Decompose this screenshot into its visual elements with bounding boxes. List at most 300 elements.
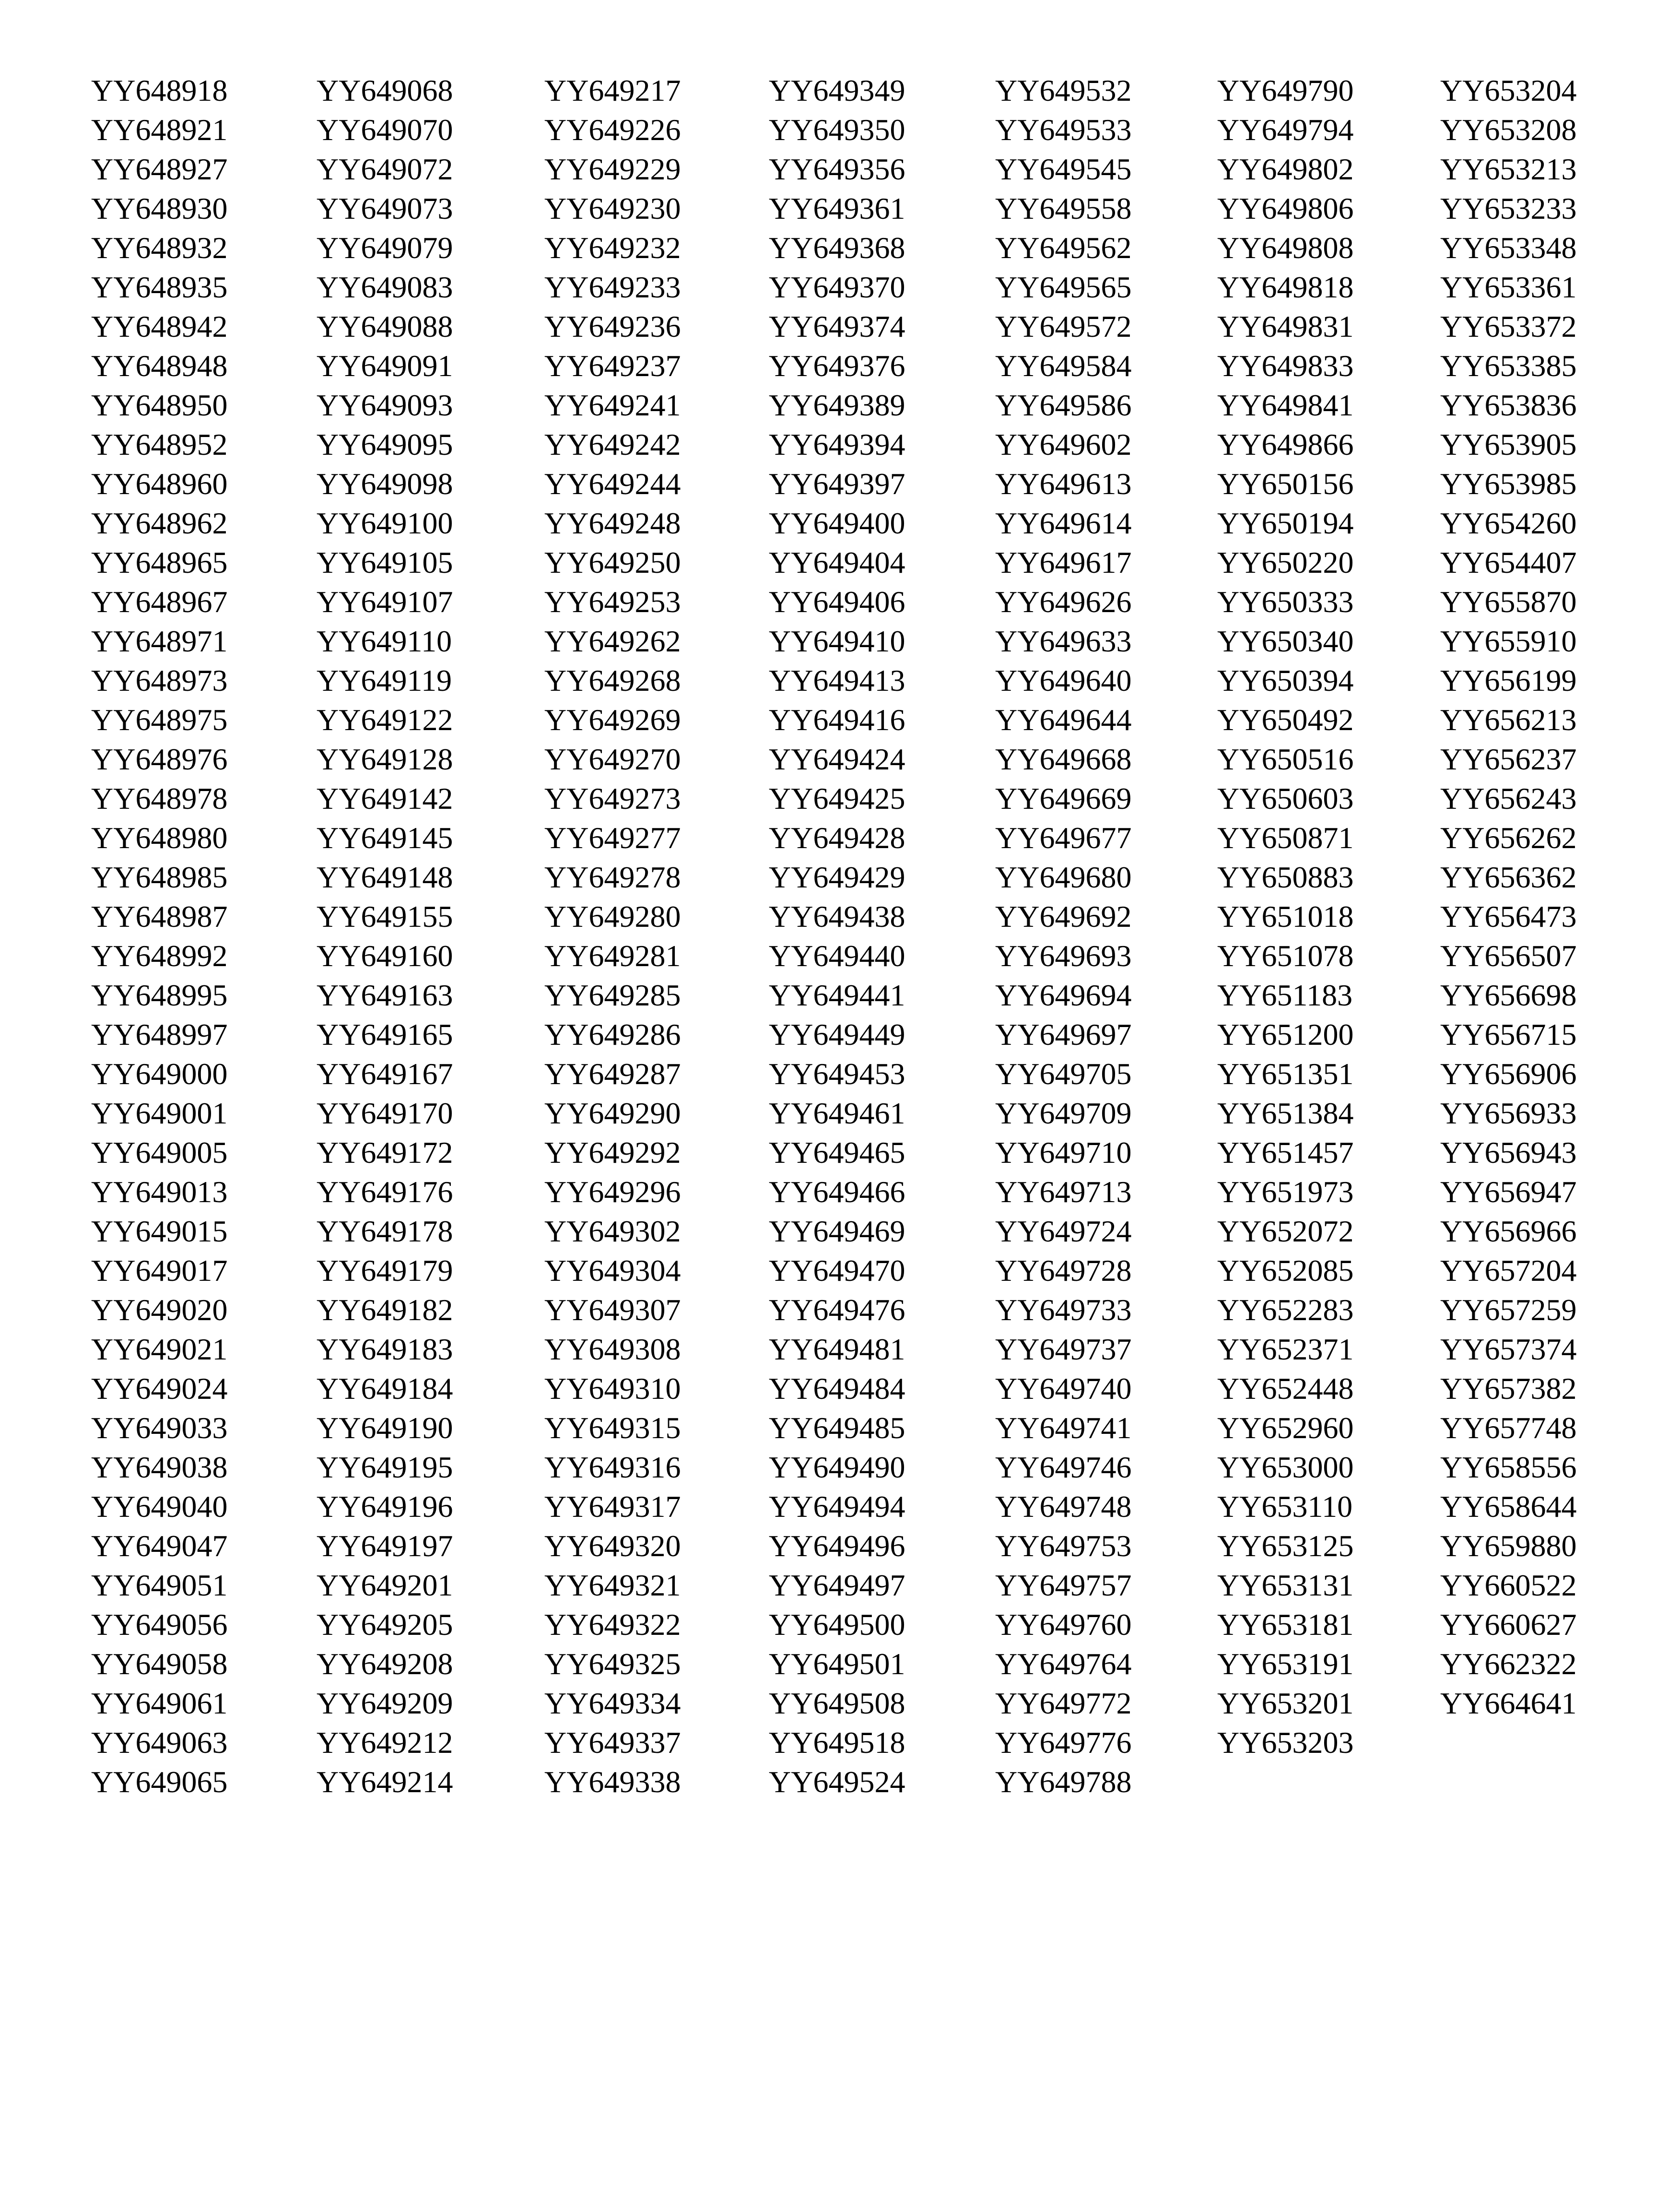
id-column-4 <box>769 71 980 1802</box>
list-item: YY654407 <box>1440 545 1577 579</box>
list-item: YY648921 <box>91 113 228 147</box>
list-item: YY649322 <box>544 1607 681 1642</box>
list-item: YY649518 <box>769 1725 905 1760</box>
list-item: YY649017 <box>91 1253 228 1288</box>
list-item: YY656199 <box>1440 663 1577 697</box>
list-item: YY649278 <box>544 860 681 894</box>
list-item: YY653125 <box>1217 1529 1354 1563</box>
list-item: YY649302 <box>544 1214 681 1248</box>
list-item: YY652085 <box>1217 1253 1354 1288</box>
list-item: YY649677 <box>995 821 1132 855</box>
list-item: YY664641 <box>1440 1686 1577 1720</box>
list-item: YY649470 <box>769 1253 905 1288</box>
list-item: YY656237 <box>1440 742 1577 776</box>
list-item: YY649833 <box>1217 349 1354 383</box>
list-item: YY648967 <box>91 585 228 619</box>
list-item: YY649693 <box>995 939 1132 973</box>
list-item: YY649374 <box>769 309 905 343</box>
list-item: YY649532 <box>995 73 1132 107</box>
list-item: YY649466 <box>769 1175 905 1209</box>
list-item: YY657204 <box>1440 1253 1577 1288</box>
id-column-2 <box>317 71 528 1802</box>
list-item: YY649148 <box>317 860 453 894</box>
list-item: YY651457 <box>1217 1135 1354 1170</box>
list-item: YY649070 <box>317 113 453 147</box>
list-item: YY653385 <box>1440 349 1577 383</box>
list-item: YY649317 <box>544 1489 681 1524</box>
list-item: YY649545 <box>995 152 1132 186</box>
list-item: YY649709 <box>995 1096 1132 1130</box>
list-item: YY649410 <box>769 624 905 658</box>
list-item: YY653836 <box>1440 388 1577 422</box>
list-item: YY649051 <box>91 1568 228 1602</box>
list-item: YY649214 <box>317 1765 453 1799</box>
list-item: YY649334 <box>544 1686 681 1720</box>
list-item: YY649368 <box>769 231 905 265</box>
list-item: YY649753 <box>995 1529 1132 1563</box>
list-item: YY649338 <box>544 1765 681 1799</box>
list-item: YY651351 <box>1217 1057 1354 1091</box>
list-item: YY657374 <box>1440 1332 1577 1366</box>
list-item: YY649741 <box>995 1411 1132 1445</box>
list-item: YY649501 <box>769 1647 905 1681</box>
list-item: YY649095 <box>317 427 453 461</box>
list-item: YY648950 <box>91 388 228 422</box>
list-item: YY649316 <box>544 1450 681 1484</box>
list-item: YY652371 <box>1217 1332 1354 1366</box>
list-item: YY649776 <box>995 1725 1132 1760</box>
list-item: YY656715 <box>1440 1017 1577 1052</box>
list-item: YY649350 <box>769 113 905 147</box>
list-item: YY649644 <box>995 703 1132 737</box>
list-item: YY649020 <box>91 1293 228 1327</box>
list-item: YY649669 <box>995 781 1132 815</box>
list-item: YY656906 <box>1440 1057 1577 1091</box>
list-item: YY649196 <box>317 1489 453 1524</box>
list-item: YY652960 <box>1217 1411 1354 1445</box>
list-item: YY649802 <box>1217 152 1354 186</box>
list-item: YY649586 <box>995 388 1132 422</box>
list-item: YY653131 <box>1217 1568 1354 1602</box>
list-item: YY660627 <box>1440 1607 1577 1642</box>
list-item: YY649236 <box>544 309 681 343</box>
list-item: YY652283 <box>1217 1293 1354 1327</box>
list-item: YY649061 <box>91 1686 228 1720</box>
list-item: YY656933 <box>1440 1096 1577 1130</box>
list-item: YY656473 <box>1440 899 1577 934</box>
list-item: YY649490 <box>769 1450 905 1484</box>
list-item: YY649397 <box>769 467 905 501</box>
list-item: YY649190 <box>317 1411 453 1445</box>
list-item: YY657382 <box>1440 1371 1577 1406</box>
list-item: YY649286 <box>544 1017 681 1052</box>
list-item: YY648971 <box>91 624 228 658</box>
list-item: YY649406 <box>769 585 905 619</box>
list-item: YY652448 <box>1217 1371 1354 1406</box>
list-item: YY649760 <box>995 1607 1132 1642</box>
list-item: YY649404 <box>769 545 905 579</box>
list-item: YY651200 <box>1217 1017 1354 1052</box>
list-item: YY648976 <box>91 742 228 776</box>
list-item: YY653233 <box>1440 191 1577 225</box>
list-item: YY648935 <box>91 270 228 304</box>
list-item: YY649033 <box>91 1411 228 1445</box>
list-item: YY649268 <box>544 663 681 697</box>
list-item: YY649697 <box>995 1017 1132 1052</box>
list-item: YY649068 <box>317 73 453 107</box>
list-item: YY649748 <box>995 1489 1132 1524</box>
list-item: YY649229 <box>544 152 681 186</box>
list-item: YY648942 <box>91 309 228 343</box>
list-item: YY649072 <box>317 152 453 186</box>
list-item: YY649668 <box>995 742 1132 776</box>
list-item: YY649484 <box>769 1371 905 1406</box>
list-item: YY649088 <box>317 309 453 343</box>
list-item: YY649562 <box>995 231 1132 265</box>
list-item: YY650220 <box>1217 545 1354 579</box>
id-column-6 <box>1217 71 1428 1762</box>
list-item: YY649617 <box>995 545 1132 579</box>
list-item: YY656243 <box>1440 781 1577 815</box>
list-item: YY653204 <box>1440 73 1577 107</box>
list-item: YY648952 <box>91 427 228 461</box>
list-item: YY649494 <box>769 1489 905 1524</box>
list-item: YY649428 <box>769 821 905 855</box>
list-item: YY650871 <box>1217 821 1354 855</box>
list-item: YY649469 <box>769 1214 905 1248</box>
list-item: YY648932 <box>91 231 228 265</box>
list-item: YY649337 <box>544 1725 681 1760</box>
list-item: YY649441 <box>769 978 905 1012</box>
list-item: YY649205 <box>317 1607 453 1642</box>
list-item: YY656213 <box>1440 703 1577 737</box>
list-item: YY653110 <box>1217 1489 1353 1524</box>
list-item: YY649217 <box>544 73 681 107</box>
list-item: YY649065 <box>91 1765 228 1799</box>
list-item: YY649273 <box>544 781 681 815</box>
list-item: YY653348 <box>1440 231 1577 265</box>
list-item: YY649496 <box>769 1529 905 1563</box>
list-item: YY649400 <box>769 506 905 540</box>
list-item: YY648978 <box>91 781 228 815</box>
list-item: YY649073 <box>317 191 453 225</box>
id-column-1 <box>91 71 302 1802</box>
list-item: YY653985 <box>1440 467 1577 501</box>
list-item: YY653191 <box>1217 1647 1354 1681</box>
list-item: YY650156 <box>1217 467 1354 501</box>
list-item: YY649440 <box>769 939 905 973</box>
list-item: YY649315 <box>544 1411 681 1445</box>
list-item: YY649449 <box>769 1017 905 1052</box>
list-item: YY649292 <box>544 1135 681 1170</box>
list-item: YY649241 <box>544 388 681 422</box>
list-item: YY649429 <box>769 860 905 894</box>
list-item: YY650394 <box>1217 663 1354 697</box>
list-item: YY649461 <box>769 1096 905 1130</box>
list-item: YY649794 <box>1217 113 1354 147</box>
list-item: YY648985 <box>91 860 228 894</box>
list-item: YY651973 <box>1217 1175 1354 1209</box>
list-item: YY649733 <box>995 1293 1132 1327</box>
list-item: YY649250 <box>544 545 681 579</box>
list-item: YY649361 <box>769 191 905 225</box>
list-item: YY649110 <box>317 624 452 658</box>
list-item: YY653000 <box>1217 1450 1354 1484</box>
list-item: YY649195 <box>317 1450 453 1484</box>
list-item: YY649356 <box>769 152 905 186</box>
list-item: YY649281 <box>544 939 681 973</box>
list-item: YY649694 <box>995 978 1132 1012</box>
list-item: YY649307 <box>544 1293 681 1327</box>
list-item: YY649237 <box>544 349 681 383</box>
list-item: YY649160 <box>317 939 453 973</box>
list-item: YY649015 <box>91 1214 228 1248</box>
list-item: YY649000 <box>91 1057 228 1091</box>
list-item: YY649155 <box>317 899 453 934</box>
list-item: YY649208 <box>317 1647 453 1681</box>
list-item: YY652072 <box>1217 1214 1354 1248</box>
list-item: YY649163 <box>317 978 453 1012</box>
list-item: YY656262 <box>1440 821 1577 855</box>
list-item: YY648962 <box>91 506 228 540</box>
list-item: YY649184 <box>317 1371 453 1406</box>
list-item: YY649083 <box>317 270 453 304</box>
list-item: YY649176 <box>317 1175 453 1209</box>
list-item: YY649013 <box>91 1175 228 1209</box>
list-item: YY653213 <box>1440 152 1577 186</box>
list-item: YY649790 <box>1217 73 1354 107</box>
list-item: YY649740 <box>995 1371 1132 1406</box>
list-item: YY649349 <box>769 73 905 107</box>
list-item: YY649705 <box>995 1057 1132 1091</box>
list-item: YY649613 <box>995 467 1132 501</box>
list-item: YY649024 <box>91 1371 228 1406</box>
list-item: YY649269 <box>544 703 681 737</box>
list-item: YY649226 <box>544 113 681 147</box>
list-item: YY649425 <box>769 781 905 815</box>
list-item: YY650340 <box>1217 624 1354 658</box>
list-item: YY653361 <box>1440 270 1577 304</box>
list-item: YY649746 <box>995 1450 1132 1484</box>
list-item: YY658644 <box>1440 1489 1577 1524</box>
list-item: YY649424 <box>769 742 905 776</box>
list-item: YY656507 <box>1440 939 1577 973</box>
list-item: YY649465 <box>769 1135 905 1170</box>
list-item: YY649370 <box>769 270 905 304</box>
list-item: YY649038 <box>91 1450 228 1484</box>
list-item: YY649453 <box>769 1057 905 1091</box>
list-item: YY649376 <box>769 349 905 383</box>
list-item: YY662322 <box>1440 1647 1577 1681</box>
list-item: YY655870 <box>1440 585 1577 619</box>
list-item: YY650516 <box>1217 742 1354 776</box>
list-item: YY649201 <box>317 1568 453 1602</box>
list-item: YY656966 <box>1440 1214 1577 1248</box>
list-item: YY648987 <box>91 899 228 934</box>
list-item: YY649680 <box>995 860 1132 894</box>
list-item: YY648997 <box>91 1017 228 1052</box>
list-item: YY649091 <box>317 349 453 383</box>
list-item: YY649182 <box>317 1293 453 1327</box>
list-item: YY649232 <box>544 231 681 265</box>
list-item: YY648948 <box>91 349 228 383</box>
list-item: YY649602 <box>995 427 1132 461</box>
list-item: YY653372 <box>1440 309 1577 343</box>
list-item: YY649063 <box>91 1725 228 1760</box>
list-item: YY649178 <box>317 1214 453 1248</box>
list-item: YY649056 <box>91 1607 228 1642</box>
list-item: YY649172 <box>317 1135 453 1170</box>
list-item: YY656947 <box>1440 1175 1577 1209</box>
list-item: YY649079 <box>317 231 453 265</box>
list-item: YY649107 <box>317 585 453 619</box>
list-item: YY649497 <box>769 1568 905 1602</box>
list-item: YY649244 <box>544 467 681 501</box>
list-item: YY649093 <box>317 388 453 422</box>
list-item: YY648995 <box>91 978 228 1012</box>
list-item: YY658556 <box>1440 1450 1577 1484</box>
list-item: YY649692 <box>995 899 1132 934</box>
list-item: YY649021 <box>91 1332 228 1366</box>
list-item: YY649262 <box>544 624 681 658</box>
list-item: YY648930 <box>91 191 228 225</box>
list-item: YY653203 <box>1217 1725 1354 1760</box>
list-item: YY649640 <box>995 663 1132 697</box>
list-item: YY649808 <box>1217 231 1354 265</box>
list-item: YY649476 <box>769 1293 905 1327</box>
list-item: YY649290 <box>544 1096 681 1130</box>
list-item: YY648973 <box>91 663 228 697</box>
list-item: YY649310 <box>544 1371 681 1406</box>
list-item: YY648960 <box>91 467 228 501</box>
list-item: YY649728 <box>995 1253 1132 1288</box>
list-item: YY649558 <box>995 191 1132 225</box>
list-item: YY659880 <box>1440 1529 1577 1563</box>
list-item: YY649416 <box>769 703 905 737</box>
list-item: YY649614 <box>995 506 1132 540</box>
list-item: YY649233 <box>544 270 681 304</box>
list-item: YY649710 <box>995 1135 1132 1170</box>
list-item: YY648975 <box>91 703 228 737</box>
list-item: YY653208 <box>1440 113 1577 147</box>
list-item: YY649500 <box>769 1607 905 1642</box>
list-item: YY649757 <box>995 1568 1132 1602</box>
list-item: YY649737 <box>995 1332 1132 1366</box>
id-column-5 <box>995 71 1206 1802</box>
list-item: YY649100 <box>317 506 453 540</box>
list-item: YY649119 <box>317 663 452 697</box>
list-item: YY648927 <box>91 152 228 186</box>
list-item: YY649128 <box>317 742 453 776</box>
list-item: YY649098 <box>317 467 453 501</box>
list-item: YY649304 <box>544 1253 681 1288</box>
list-item: YY649142 <box>317 781 453 815</box>
list-item: YY649485 <box>769 1411 905 1445</box>
list-item: YY649806 <box>1217 191 1354 225</box>
list-item: YY649179 <box>317 1253 453 1288</box>
list-item: YY653181 <box>1217 1607 1354 1642</box>
list-item: YY649270 <box>544 742 681 776</box>
list-item: YY649296 <box>544 1175 681 1209</box>
id-column-7 <box>1440 71 1651 1723</box>
list-item: YY651384 <box>1217 1096 1354 1130</box>
list-item: YY649321 <box>544 1568 681 1602</box>
list-item: YY649005 <box>91 1135 228 1170</box>
list-item: YY655910 <box>1440 624 1577 658</box>
list-item: YY651018 <box>1217 899 1354 934</box>
list-item: YY649212 <box>317 1725 453 1760</box>
list-item: YY653905 <box>1440 427 1577 461</box>
list-item: YY649841 <box>1217 388 1354 422</box>
list-item: YY649308 <box>544 1332 681 1366</box>
list-item: YY650492 <box>1217 703 1354 737</box>
list-item: YY649170 <box>317 1096 453 1130</box>
list-item: YY648965 <box>91 545 228 579</box>
list-item: YY649438 <box>769 899 905 934</box>
list-item: YY649481 <box>769 1332 905 1366</box>
list-item: YY649764 <box>995 1647 1132 1681</box>
list-item: YY651183 <box>1217 978 1353 1012</box>
list-item: YY649248 <box>544 506 681 540</box>
list-item: YY650333 <box>1217 585 1354 619</box>
list-item: YY649165 <box>317 1017 453 1052</box>
list-item: YY654260 <box>1440 506 1577 540</box>
list-item: YY649209 <box>317 1686 453 1720</box>
list-item: YY649533 <box>995 113 1132 147</box>
list-item: YY649788 <box>995 1765 1132 1799</box>
list-item: YY649772 <box>995 1686 1132 1720</box>
list-item: YY649280 <box>544 899 681 934</box>
list-item: YY649524 <box>769 1765 905 1799</box>
list-item: YY649058 <box>91 1647 228 1681</box>
list-item: YY649389 <box>769 388 905 422</box>
list-item: YY657748 <box>1440 1411 1577 1445</box>
list-item: YY649230 <box>544 191 681 225</box>
list-item: YY649287 <box>544 1057 681 1091</box>
list-item: YY657259 <box>1440 1293 1577 1327</box>
list-item: YY649325 <box>544 1647 681 1681</box>
list-item: YY649122 <box>317 703 453 737</box>
list-item: YY649565 <box>995 270 1132 304</box>
list-item: YY650194 <box>1217 506 1354 540</box>
list-item: YY649508 <box>769 1686 905 1720</box>
list-item: YY649277 <box>544 821 681 855</box>
list-item: YY649105 <box>317 545 453 579</box>
list-item: YY649831 <box>1217 309 1354 343</box>
list-item: YY649040 <box>91 1489 228 1524</box>
list-item: YY648980 <box>91 821 228 855</box>
list-item: YY651078 <box>1217 939 1354 973</box>
list-item: YY649183 <box>317 1332 453 1366</box>
list-item: YY649633 <box>995 624 1132 658</box>
list-item: YY650883 <box>1217 860 1354 894</box>
list-item: YY649242 <box>544 427 681 461</box>
list-item: YY649167 <box>317 1057 453 1091</box>
list-item: YY648992 <box>91 939 228 973</box>
list-item: YY660522 <box>1440 1568 1577 1602</box>
list-item: YY649818 <box>1217 270 1354 304</box>
list-item: YY648918 <box>91 73 228 107</box>
list-item: YY649001 <box>91 1096 228 1130</box>
list-item: YY649572 <box>995 309 1132 343</box>
list-item: YY649626 <box>995 585 1132 619</box>
list-item: YY649713 <box>995 1175 1132 1209</box>
list-item: YY649285 <box>544 978 681 1012</box>
list-item: YY649724 <box>995 1214 1132 1248</box>
list-item: YY656698 <box>1440 978 1577 1012</box>
list-item: YY649866 <box>1217 427 1354 461</box>
list-item: YY649584 <box>995 349 1132 383</box>
